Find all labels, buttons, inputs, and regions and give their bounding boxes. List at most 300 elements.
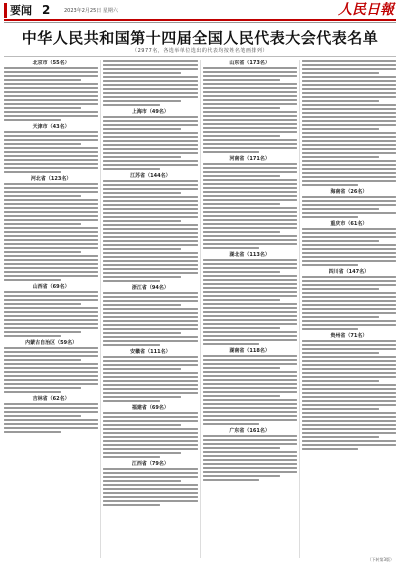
text-line <box>4 407 98 409</box>
text-line <box>103 308 197 310</box>
text-line <box>203 335 297 337</box>
text-columns <box>4 60 396 558</box>
text-line <box>203 267 297 269</box>
text-line <box>302 280 396 282</box>
text-line <box>4 367 98 369</box>
text-line <box>103 396 180 398</box>
text-line <box>103 432 197 434</box>
text-line <box>302 232 396 234</box>
text-line <box>103 384 197 386</box>
name-list-text <box>302 60 396 186</box>
text-line <box>203 291 297 293</box>
text-line <box>302 380 379 382</box>
text-line <box>203 391 297 393</box>
text-line <box>203 399 297 401</box>
delegation-block <box>4 396 98 433</box>
text-line <box>203 223 297 225</box>
text-line <box>203 443 297 445</box>
text-line <box>103 204 197 206</box>
text-line <box>103 228 197 230</box>
text-line <box>103 376 197 378</box>
text-line <box>302 416 396 418</box>
text-line <box>103 388 197 390</box>
text-line <box>203 67 297 69</box>
text-line <box>302 396 396 398</box>
text-line <box>302 128 379 130</box>
text-line <box>103 280 160 282</box>
text-line <box>103 504 160 506</box>
text-line <box>302 420 396 422</box>
text-column <box>200 60 297 558</box>
delegation-heading: 湖南省（118名） <box>229 348 270 354</box>
text-line <box>4 227 98 229</box>
text-line <box>203 239 297 241</box>
text-line <box>302 292 396 294</box>
text-line <box>302 72 379 74</box>
name-list-text <box>4 131 98 173</box>
text-line <box>203 99 297 101</box>
text-line <box>302 68 396 70</box>
text-line <box>302 324 396 326</box>
text-line <box>4 79 81 81</box>
text-line <box>203 387 297 389</box>
text-line <box>4 219 98 221</box>
text-line <box>302 384 396 386</box>
text-line <box>103 180 197 182</box>
text-line <box>103 416 197 418</box>
text-line <box>103 380 197 382</box>
delegation-block <box>302 269 396 330</box>
text-line <box>203 151 260 153</box>
delegation-heading: 河南省（171名） <box>229 156 270 162</box>
name-list-text <box>203 67 297 153</box>
text-line <box>4 375 98 377</box>
text-line <box>4 387 81 389</box>
text-line <box>302 436 379 438</box>
text-line <box>302 264 359 266</box>
text-line <box>4 103 98 105</box>
text-line <box>4 167 98 169</box>
text-line <box>103 372 197 374</box>
text-line <box>203 231 280 233</box>
text-line <box>203 227 297 229</box>
text-line <box>203 315 297 317</box>
text-line <box>4 195 81 197</box>
text-line <box>302 296 396 298</box>
text-line <box>4 391 61 393</box>
text-line <box>103 436 197 438</box>
delegation-block <box>4 124 98 173</box>
delegation-heading: 吉林省（62名） <box>32 396 70 402</box>
text-line <box>103 208 197 210</box>
text-line <box>103 168 160 170</box>
text-line <box>4 279 61 281</box>
delegation-heading: 河北省（123名） <box>30 176 72 182</box>
text-line <box>103 144 197 146</box>
delegation-block <box>103 60 197 106</box>
text-line <box>4 403 98 405</box>
text-line <box>302 400 396 402</box>
text-line <box>203 395 280 397</box>
text-line <box>302 160 396 162</box>
delegation-block <box>203 348 297 425</box>
text-line <box>203 79 280 81</box>
text-line <box>4 351 98 353</box>
text-line <box>103 64 197 66</box>
text-line <box>103 344 160 346</box>
text-line <box>4 207 98 209</box>
text-line <box>203 331 297 333</box>
text-line <box>103 452 180 454</box>
name-list-text <box>4 291 98 337</box>
text-line <box>302 168 396 170</box>
text-line <box>203 415 297 417</box>
text-line <box>4 211 98 213</box>
text-line <box>302 212 396 214</box>
text-line <box>103 296 197 298</box>
text-line <box>203 131 297 133</box>
text-line <box>103 392 197 394</box>
continued-note: （下转第3版） <box>367 557 394 562</box>
text-line <box>302 64 396 66</box>
name-list-text <box>103 468 197 506</box>
text-line <box>103 216 197 218</box>
text-line <box>203 183 297 185</box>
text-line <box>103 160 197 162</box>
delegation-heading: 浙江省（94名） <box>131 285 169 291</box>
text-line <box>4 87 98 89</box>
text-line <box>302 180 396 182</box>
text-line <box>103 184 197 186</box>
text-line <box>4 111 98 113</box>
text-line <box>4 371 98 373</box>
delegation-block <box>103 173 197 282</box>
text-line <box>302 428 396 430</box>
delegation-block <box>203 60 297 153</box>
delegation-block <box>4 176 98 281</box>
text-line <box>103 156 180 158</box>
section-tag: 要闻 <box>4 3 35 18</box>
delegation-heading: 广东省（161名） <box>229 428 270 434</box>
text-line <box>103 276 180 278</box>
masthead-rule <box>4 19 396 21</box>
text-line <box>4 155 98 157</box>
text-line <box>103 136 197 138</box>
masthead-thin-rule <box>4 22 396 23</box>
text-line <box>103 456 160 458</box>
text-line <box>103 292 197 294</box>
text-line <box>203 439 297 441</box>
text-line <box>103 368 180 370</box>
name-list-text <box>103 412 197 458</box>
delegation-heading: 重庆市（61名） <box>330 221 368 227</box>
text-line <box>4 243 98 245</box>
text-line <box>4 275 98 277</box>
delegation-block <box>4 284 98 337</box>
text-line <box>203 143 297 145</box>
text-line <box>203 135 280 137</box>
text-line <box>103 232 197 234</box>
text-line <box>4 99 98 101</box>
text-line <box>203 411 297 413</box>
text-line <box>302 92 396 94</box>
text-line <box>4 363 98 365</box>
text-line <box>103 212 197 214</box>
text-line <box>4 223 81 225</box>
text-line <box>4 427 98 429</box>
text-line <box>302 328 359 330</box>
text-line <box>302 244 396 246</box>
delegation-block <box>103 109 197 170</box>
text-line <box>302 304 396 306</box>
text-line <box>4 83 98 85</box>
text-line <box>203 167 297 169</box>
text-line <box>302 152 396 154</box>
text-line <box>203 323 297 325</box>
text-line <box>203 455 297 457</box>
text-line <box>203 71 297 73</box>
text-line <box>203 171 297 173</box>
text-line <box>203 199 297 201</box>
text-line <box>103 148 197 150</box>
text-line <box>203 447 280 449</box>
delegation-heading: 四川省（147名） <box>328 269 370 275</box>
text-line <box>203 275 297 277</box>
text-line <box>103 268 197 270</box>
delegation-heading: 海南省（26名） <box>330 189 368 195</box>
text-line <box>203 179 297 181</box>
delegation-block <box>302 333 396 450</box>
text-line <box>302 412 396 414</box>
delegation-block <box>4 60 98 121</box>
delegation-heading: 山西省（69名） <box>32 284 70 290</box>
text-line <box>302 392 396 394</box>
text-line <box>302 88 396 90</box>
text-line <box>302 388 396 390</box>
text-line <box>203 327 280 329</box>
text-line <box>302 100 379 102</box>
newspaper-logo: 人民日報 <box>338 2 394 18</box>
delegation-block <box>203 156 297 249</box>
text-line <box>203 287 297 289</box>
text-line <box>203 419 297 421</box>
text-line <box>302 156 379 158</box>
text-line <box>203 147 297 149</box>
text-line <box>103 104 160 106</box>
text-line <box>203 247 260 249</box>
delegation-block <box>302 189 396 218</box>
text-line <box>4 139 98 141</box>
text-line <box>203 235 297 237</box>
text-line <box>203 403 297 405</box>
text-line <box>302 200 396 202</box>
text-line <box>103 476 197 478</box>
delegation-block <box>103 349 197 402</box>
text-line <box>302 340 396 342</box>
text-line <box>4 323 98 325</box>
name-list-text <box>4 347 98 393</box>
text-line <box>4 255 98 257</box>
text-line <box>4 151 98 153</box>
text-line <box>203 435 297 437</box>
text-line <box>203 127 297 129</box>
delegation-heading: 安徽省（111名） <box>130 349 171 355</box>
name-list-text <box>103 356 197 402</box>
text-line <box>4 303 81 305</box>
delegation-block <box>203 428 297 481</box>
delegation-heading: 北京市（55名） <box>32 60 70 66</box>
text-line <box>203 311 297 313</box>
text-line <box>4 359 81 361</box>
delegation-block <box>4 340 98 393</box>
text-line <box>302 408 379 410</box>
text-column <box>299 60 396 558</box>
text-line <box>302 196 396 198</box>
text-line <box>4 251 81 253</box>
delegation-heading: 江西省（79名） <box>131 461 169 467</box>
text-line <box>203 355 297 357</box>
text-line <box>203 359 297 361</box>
text-line <box>4 271 98 273</box>
delegation-heading: 内蒙古自治区（59名） <box>25 340 78 346</box>
text-line <box>203 471 297 473</box>
text-line <box>103 320 197 322</box>
text-line <box>203 263 297 265</box>
text-line <box>103 484 197 486</box>
delegation-heading: 贵州省（71名） <box>330 333 368 339</box>
text-line <box>203 259 297 261</box>
text-line <box>203 407 297 409</box>
text-line <box>203 243 297 245</box>
text-line <box>103 116 197 118</box>
text-line <box>302 444 396 446</box>
text-line <box>103 60 197 62</box>
text-line <box>4 67 98 69</box>
masthead <box>4 3 396 19</box>
text-line <box>302 372 396 374</box>
text-line <box>4 71 98 73</box>
text-line <box>4 379 98 381</box>
text-line <box>302 432 396 434</box>
text-line <box>4 415 81 417</box>
text-line <box>103 356 197 358</box>
text-line <box>103 448 197 450</box>
text-line <box>203 475 280 477</box>
text-line <box>203 103 297 105</box>
text-line <box>302 312 396 314</box>
text-line <box>302 104 396 106</box>
text-line <box>302 84 396 86</box>
text-line <box>4 119 61 121</box>
text-line <box>4 259 98 261</box>
text-line <box>203 319 297 321</box>
text-column <box>100 60 197 558</box>
text-line <box>302 360 396 362</box>
text-line <box>302 140 396 142</box>
text-line <box>203 107 280 109</box>
text-line <box>302 164 396 166</box>
text-line <box>4 187 98 189</box>
text-line <box>4 147 98 149</box>
text-line <box>103 364 197 366</box>
text-line <box>302 348 396 350</box>
text-line <box>103 400 160 402</box>
text-line <box>4 159 98 161</box>
text-line <box>4 423 98 425</box>
text-line <box>203 467 297 469</box>
text-line <box>203 91 297 93</box>
text-line <box>302 116 396 118</box>
text-line <box>103 128 180 130</box>
text-line <box>103 192 180 194</box>
title-divider <box>4 56 396 57</box>
text-line <box>203 295 297 297</box>
text-line <box>302 124 396 126</box>
text-line <box>203 83 297 85</box>
text-line <box>4 315 98 317</box>
text-line <box>302 256 396 258</box>
name-list-text <box>302 340 396 450</box>
name-list-text <box>203 259 297 345</box>
text-line <box>203 123 297 125</box>
text-line <box>103 444 197 446</box>
text-line <box>4 115 98 117</box>
text-line <box>203 363 297 365</box>
text-line <box>302 216 359 218</box>
delegation-heading: 福建省（69名） <box>131 405 169 411</box>
text-line <box>4 199 98 201</box>
delegation-block <box>103 461 197 506</box>
text-line <box>302 60 396 62</box>
text-line <box>302 440 396 442</box>
text-line <box>302 364 396 366</box>
text-line <box>4 231 98 233</box>
text-line <box>302 252 396 254</box>
issue-date: 2023年2月25日 星期六 <box>64 8 118 14</box>
text-line <box>103 472 197 474</box>
delegation-heading: 天津市（43名） <box>32 124 70 130</box>
text-line <box>302 308 396 310</box>
text-line <box>103 440 197 442</box>
name-list-text <box>302 228 396 266</box>
text-line <box>4 131 98 133</box>
text-line <box>302 144 396 146</box>
text-line <box>4 163 98 165</box>
text-line <box>103 304 180 306</box>
text-line <box>4 191 98 193</box>
text-line <box>4 335 61 337</box>
text-line <box>4 107 81 109</box>
text-line <box>203 219 297 221</box>
delegation-block <box>103 405 197 458</box>
text-line <box>203 375 297 377</box>
delegation-heading: 上海市（49名） <box>131 109 169 115</box>
text-line <box>4 311 98 313</box>
text-line <box>302 448 359 450</box>
text-line <box>203 299 280 301</box>
text-line <box>103 188 197 190</box>
name-list-text <box>103 180 197 282</box>
text-line <box>203 203 280 205</box>
text-line <box>103 220 180 222</box>
text-line <box>302 204 396 206</box>
text-line <box>203 211 297 213</box>
delegation-block <box>203 252 297 345</box>
text-line <box>302 80 396 82</box>
text-line <box>4 291 98 293</box>
text-line <box>302 260 396 262</box>
text-line <box>4 203 98 205</box>
